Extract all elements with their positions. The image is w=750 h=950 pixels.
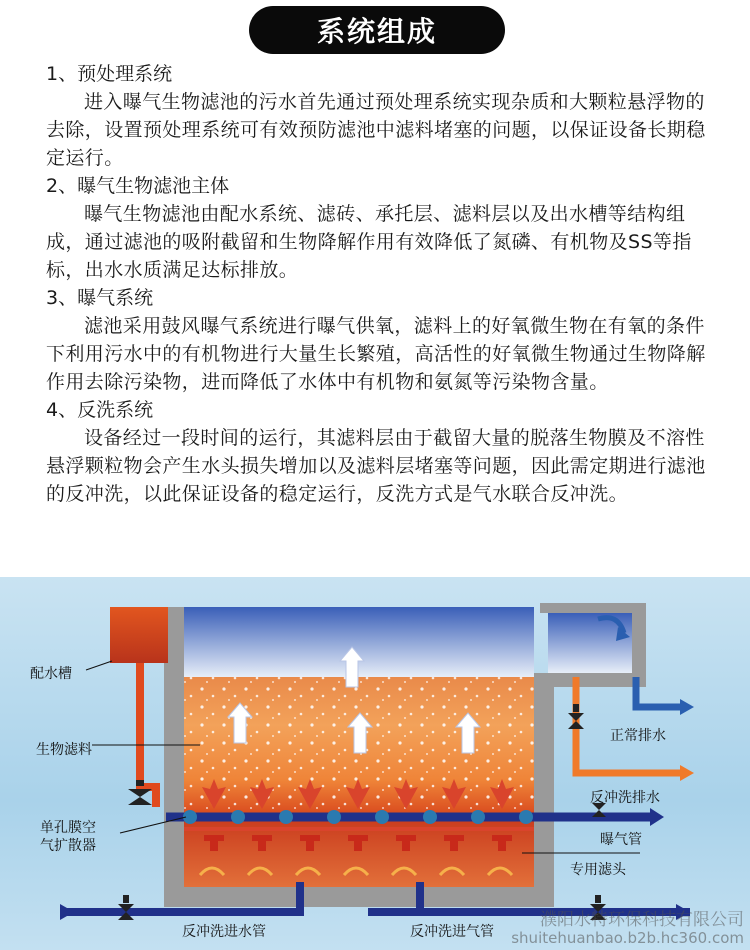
label-filter-head: 专用滤头 <box>570 862 626 878</box>
section-body: 滤池采用鼓风曝气系统进行曝气供氧，滤料上的好氧微生物在有氧的条件下利用污水中的有机物进行大量生长繁殖，高活性的好氧微生物通过生物降解作用去除污染物，进而降低了水体中有机物和氨氮等污染物含量。 <box>46 315 706 393</box>
page-title: 系统组成 <box>249 6 505 54</box>
watermark-company: 濮阳水特环保科技有限公司 <box>540 910 744 930</box>
section-body: 进入曝气生物滤池的污水首先通过预处理系统实现杂质和大颗粒悬浮物的去除，设置预处理系统可有效预防滤池中滤料堵塞的问题，以保证设备长期稳定运行。 <box>46 91 706 169</box>
section-filter-body <box>46 172 718 284</box>
drain-valve[interactable] <box>568 704 584 729</box>
section-heading: 4、反洗系统 <box>46 399 154 421</box>
section-backwash <box>46 396 718 508</box>
section-aeration <box>46 284 718 396</box>
label-backwash-water-in: 反冲洗进水管 <box>182 924 266 940</box>
section-heading: 3、曝气系统 <box>46 287 154 309</box>
label-backwash-air-in: 反冲洗进气管 <box>410 924 494 940</box>
section-body: 曝气生物滤池由配水系统、滤砖、承托层、滤料层以及出水槽等结构组成，通过滤池的吸附截留和生物降解作用有效降低了氮磷、有机物及SS等指标，出水水质满足达标排放。 <box>46 203 692 281</box>
watermark-url: shuitehuanbao.b2b.hc360.com <box>511 929 744 947</box>
content-text <box>46 60 718 508</box>
diagram-drawing <box>0 577 750 950</box>
section-pretreatment <box>46 60 718 172</box>
label-normal-drain: 正常排水 <box>610 728 666 744</box>
baf-system-diagram <box>0 577 750 950</box>
label-aeration-pipe: 曝气管 <box>600 832 642 848</box>
label-backwash-drain: 反冲洗排水 <box>590 790 660 806</box>
distribution-tank <box>110 607 168 663</box>
label-diffuser-1: 单孔膜空 <box>40 820 96 836</box>
section-heading: 2、曝气生物滤池主体 <box>46 175 230 197</box>
section-heading: 1、预处理系统 <box>46 63 173 85</box>
label-diffuser-2: 气扩散器 <box>40 838 96 854</box>
section-body: 设备经过一段时间的运行，其滤料层由于截留大量的脱落生物膜及不溶性悬浮颗粒物会产生水头损失增加以及滤料层堵塞等问题，因此需定期进行滤池的反冲洗，以此保证设备的稳定运行，反洗方式是气水联合反冲洗。 <box>46 427 706 505</box>
label-water-tank: 配水槽 <box>30 666 72 682</box>
label-bio-media: 生物滤料 <box>36 742 92 758</box>
water-valve[interactable] <box>118 895 134 920</box>
aeration-arrow <box>650 808 664 826</box>
clear-water-zone <box>184 607 534 677</box>
